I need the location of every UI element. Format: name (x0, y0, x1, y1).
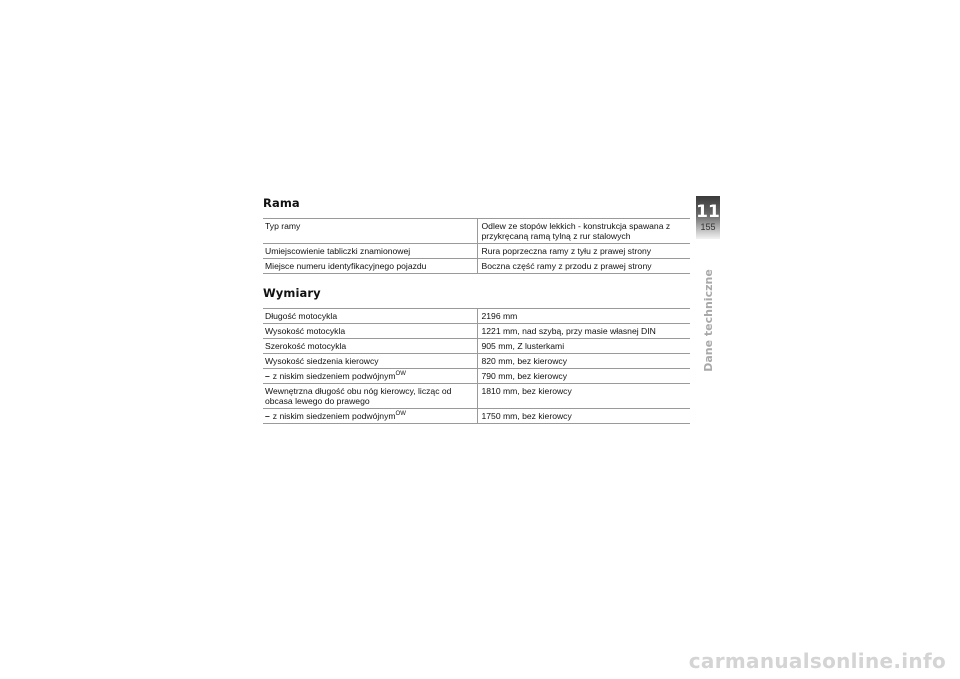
side-label (695, 270, 721, 370)
chapter-tab (696, 196, 720, 239)
row-value: 1750 mm, bez kierowcy (477, 409, 690, 424)
row-value: Rura poprzeczna ramy z tyłu z prawej strony (477, 244, 690, 259)
frame-table (263, 218, 690, 274)
row-value: 905 mm, Z lusterkami (477, 339, 690, 354)
table-row (263, 309, 690, 324)
table-row (263, 384, 690, 409)
row-label: Wysokość siedzenia kierowcy (263, 354, 477, 369)
section-title-dimensions: Wymiary (263, 286, 321, 300)
row-label: Szerokość motocykla (263, 339, 477, 354)
option-superscript: OW (395, 411, 406, 417)
chapter-number: 11 (696, 202, 720, 222)
table-row (263, 339, 690, 354)
row-label: Typ ramy (263, 219, 477, 244)
table-row (263, 354, 690, 369)
row-value: 1221 mm, nad szybą, przy masie własnej DIN (477, 324, 690, 339)
table-row (263, 259, 690, 274)
table-row (263, 244, 690, 259)
option-superscript: OW (395, 371, 406, 377)
page-number: 155 (700, 222, 716, 232)
watermark: carmanualsonline.info (688, 649, 946, 673)
dash-mark: – (265, 411, 270, 421)
row-label: Długość motocykla (263, 309, 477, 324)
row-value: 1810 mm, bez kierowcy (477, 384, 690, 409)
row-value: 820 mm, bez kierowcy (477, 354, 690, 369)
table-row (263, 219, 690, 244)
row-value: Odlew ze stopów lekkich - konstrukcja spawana z przykręcaną ramą tylną z rur stalowych (477, 219, 690, 244)
row-value: 2196 mm (477, 309, 690, 324)
row-label: Wewnętrzna długość obu nóg kierowcy, licząc od obcasa lewego do prawego (263, 384, 477, 409)
row-value: Boczna część ramy z przodu z prawej strony (477, 259, 690, 274)
dash-mark: – (265, 371, 270, 381)
section-title-frame: Rama (263, 196, 300, 210)
row-label: Miejsce numeru identyfikacyjnego pojazdu (263, 259, 477, 274)
content (263, 196, 690, 424)
table-row (263, 369, 690, 384)
table-row (263, 409, 690, 424)
row-value: 790 mm, bez kierowcy (477, 369, 690, 384)
row-label: Wysokość motocykla (263, 324, 477, 339)
row-label: Umiejscowienie tabliczki znamionowej (263, 244, 477, 259)
row-label-text: z niskim siedzeniem podwójnym (272, 371, 396, 381)
table-row (263, 324, 690, 339)
row-label-text: z niskim siedzeniem podwójnym (272, 411, 396, 421)
row-label (263, 409, 477, 424)
row-label (263, 369, 477, 384)
dimensions-table (263, 308, 690, 424)
side-label-text: Dane techniczne (701, 268, 715, 372)
